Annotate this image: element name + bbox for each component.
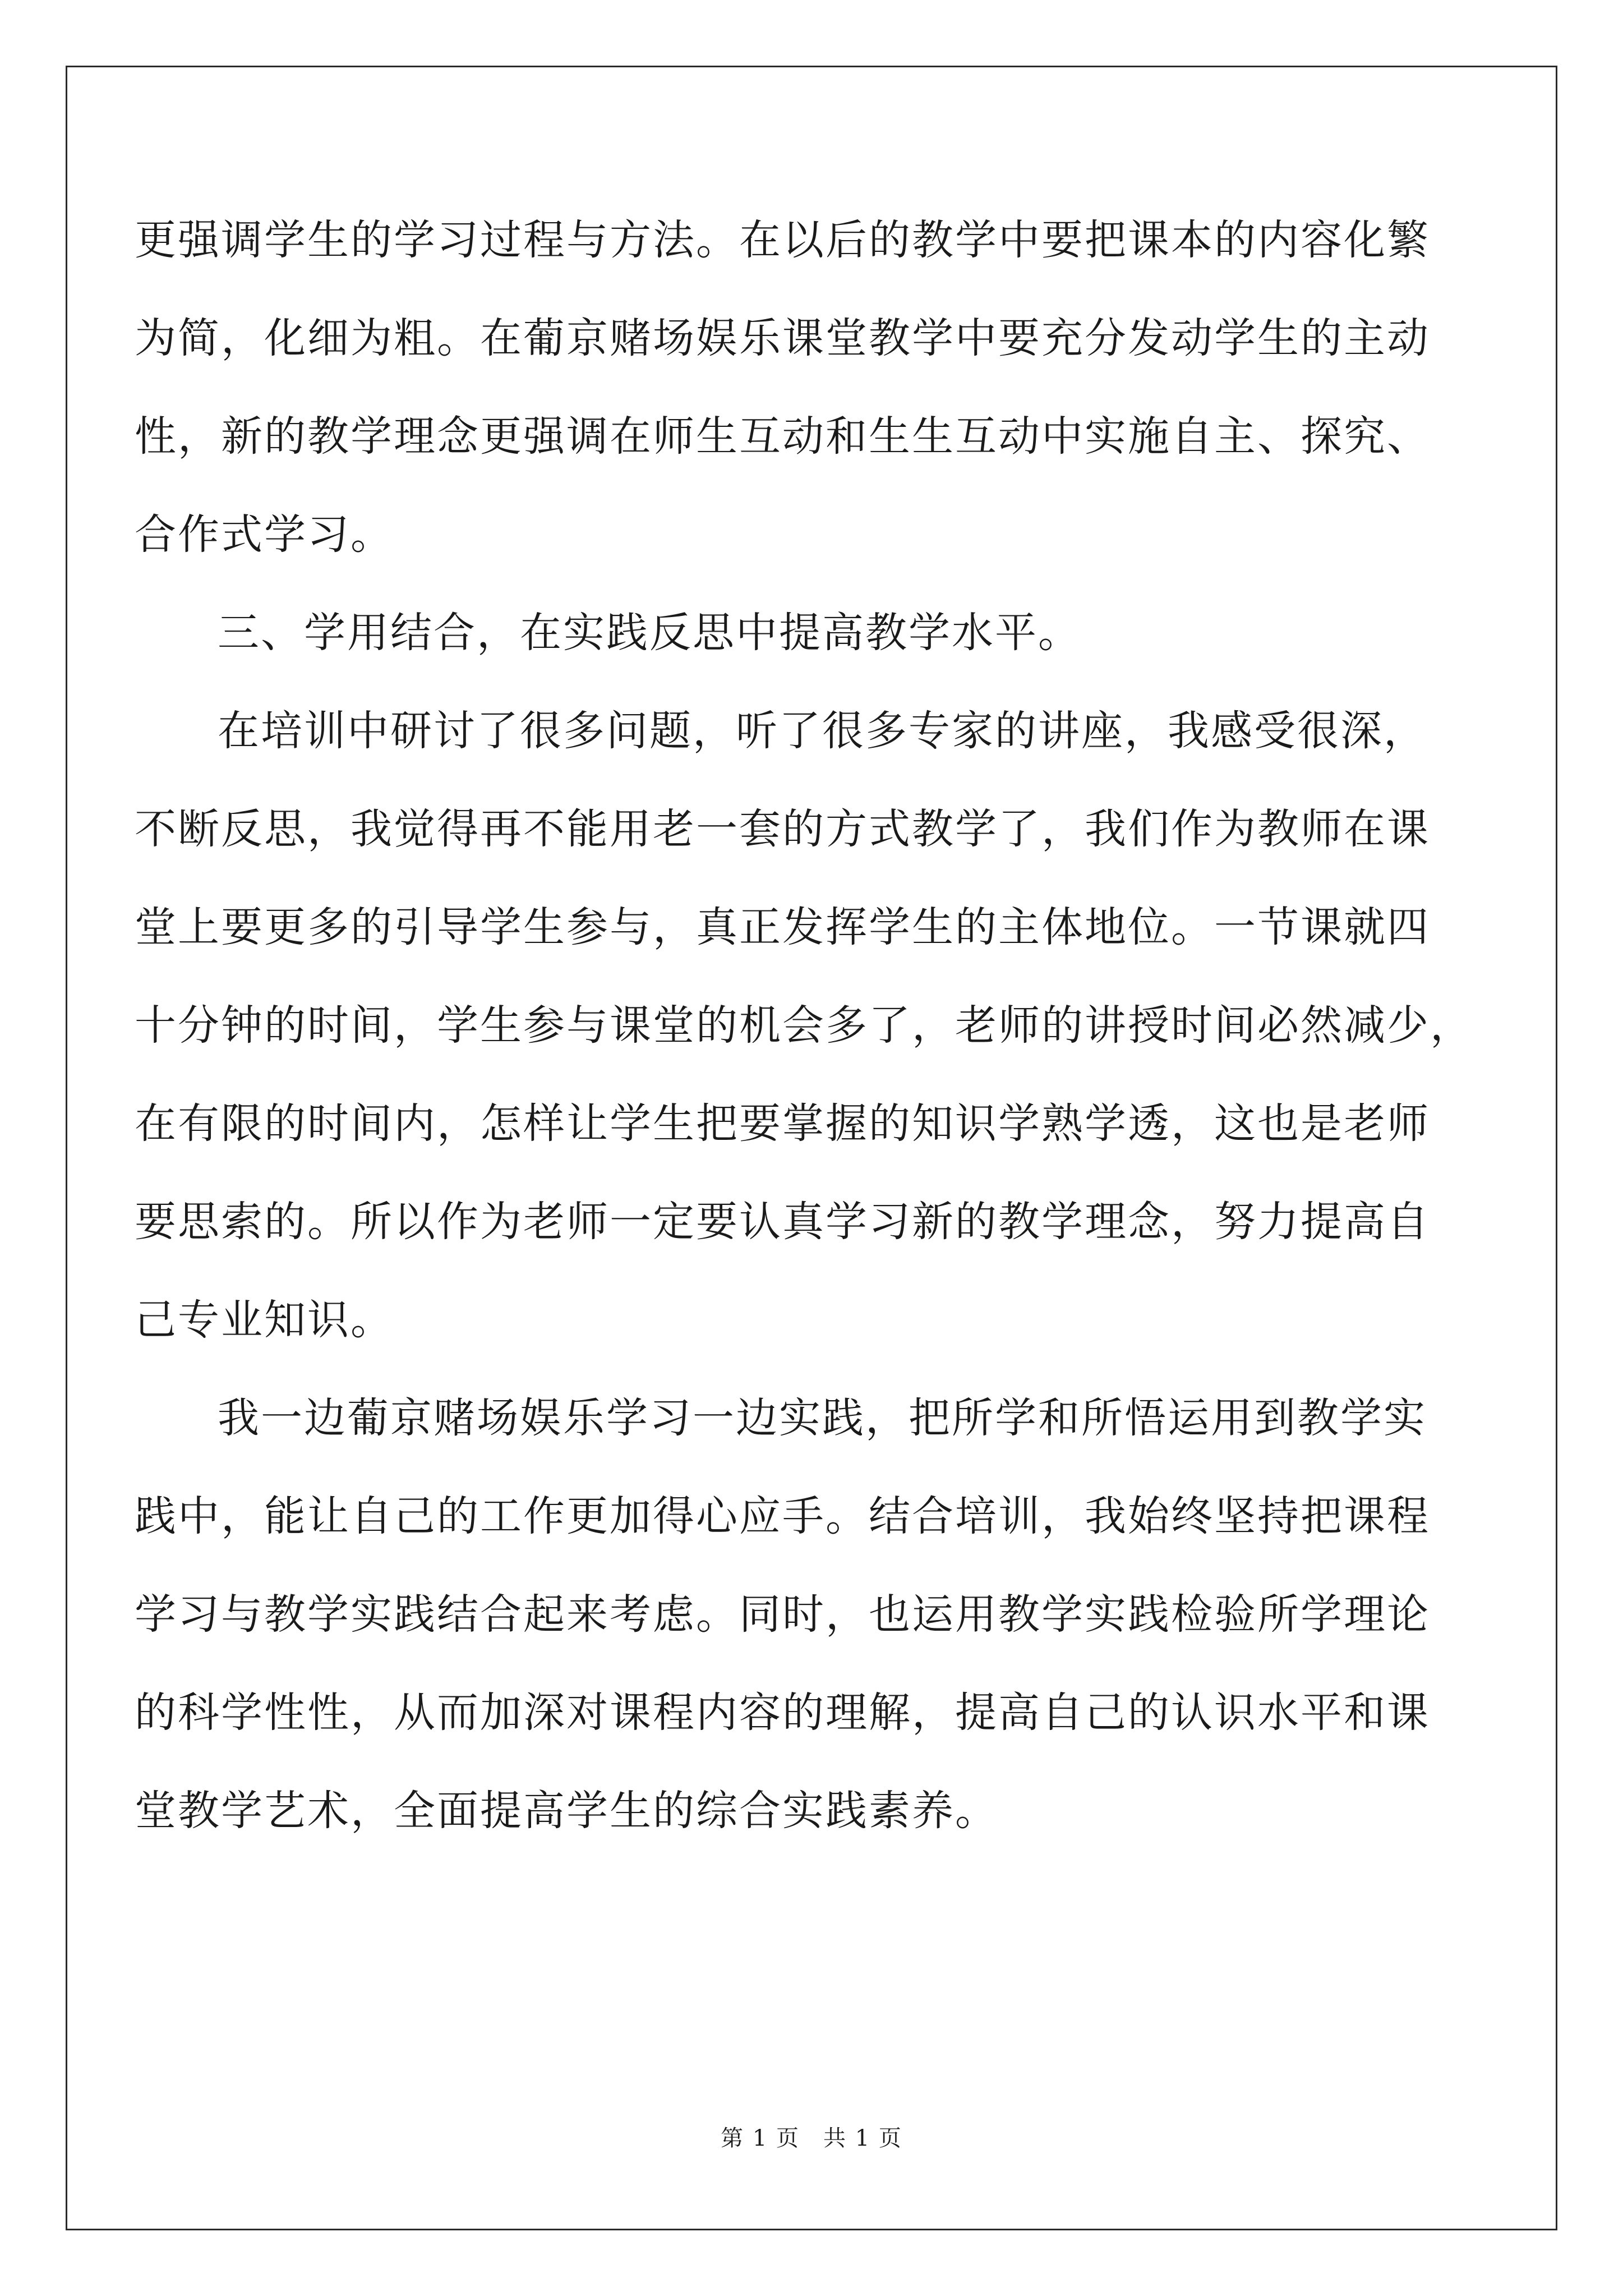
text-line: 践中，能让自己的工作更加得心应手。结合培训，我始终坚持把课程 xyxy=(135,1492,1430,1540)
text-line: 在有限的时间内，怎样让学生把要掌握的知识学熟学透，这也是老师 xyxy=(135,1099,1430,1148)
text-line: 为简，化细为粗。在葡京赌场娱乐课堂教学中要充分发动学生的主动 xyxy=(135,314,1430,362)
text-line: 堂上要更多的引导学生参与，真正发挥学生的主体地位。一节课就四 xyxy=(135,903,1430,951)
text-line: 不断反思，我觉得再不能用老一套的方式教学了，我们作为教师在课 xyxy=(135,805,1430,853)
text-line: 更强调学生的学习过程与方法。在以后的教学中要把课本的内容化繁 xyxy=(135,216,1430,264)
text-line: 十分钟的时间，学生参与课堂的机会多了，老师的讲授时间必然减少， xyxy=(135,1001,1473,1050)
text-line: 己专业知识。 xyxy=(135,1296,394,1344)
text-line: 堂教学艺术，全面提高学生的综合实践素养。 xyxy=(135,1787,998,1835)
text-line: 性，新的教学理念更强调在师生互动和生生互动中实施自主、探究、 xyxy=(135,412,1430,461)
text-line: 我一边葡京赌场娱乐学习一边实践，把所学和所悟运用到教学实 xyxy=(218,1394,1427,1442)
section-heading: 三、学用结合，在实践反思中提高教学水平。 xyxy=(218,609,1081,657)
text-line: 要思索的。所以作为老师一定要认真学习新的教学理念，努力提高自 xyxy=(135,1198,1430,1246)
text-line: 学习与教学实践结合起来考虑。同时，也运用教学实践检验所学理论 xyxy=(135,1590,1430,1639)
text-line: 的科学性性，从而加深对课程内容的理解，提高自己的认识水平和课 xyxy=(135,1688,1430,1737)
text-line: 合作式学习。 xyxy=(135,510,394,559)
page-number: 第 1 页 共 1 页 xyxy=(721,2125,902,2151)
text-line: 在培训中研讨了很多问题，听了很多专家的讲座，我感受很深， xyxy=(218,707,1427,755)
